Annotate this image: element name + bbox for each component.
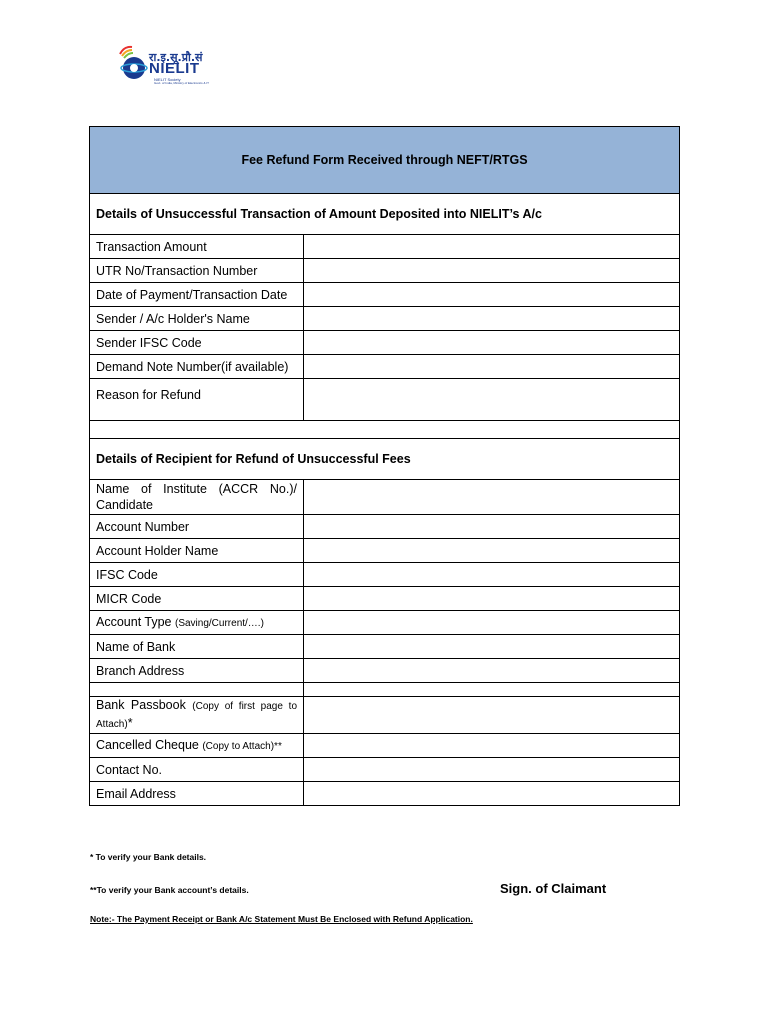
spacer-cell: [90, 683, 304, 697]
field-value-email-address[interactable]: [304, 782, 680, 806]
field-label-micr-code: MICR Code: [90, 587, 304, 611]
section2-heading: Details of Recipient for Refund of Unsuccessful Fees: [90, 439, 680, 480]
form-row: [90, 331, 680, 355]
footnote-bank-details: * To verify your Bank details.: [90, 852, 207, 862]
cancelled-cheque-hint: (Copy to Attach): [202, 740, 275, 752]
refund-form-table: [89, 126, 680, 806]
field-label-demand-note: Demand Note Number(if available): [90, 355, 304, 379]
form-row: [90, 587, 680, 611]
logo-subtitle: NIELIT Society: [154, 77, 181, 82]
field-label-refund-reason: Reason for Refund: [90, 379, 304, 421]
nielit-logo: [116, 44, 210, 86]
form-row: [90, 734, 680, 758]
bank-passbook-label: Bank Passbook: [96, 698, 186, 712]
section1-heading: Details of Unsuccessful Transaction of Amount Deposited into NIELIT’s A/c: [90, 194, 680, 235]
form-row: [90, 355, 680, 379]
field-label-account-number: Account Number: [90, 515, 304, 539]
field-label-transaction-amount: Transaction Amount: [90, 235, 304, 259]
form-row: [90, 235, 680, 259]
spacer-row: [90, 421, 680, 439]
spacer-cell: [304, 683, 680, 697]
field-label-email-address: Email Address: [90, 782, 304, 806]
field-label-ifsc-code: IFSC Code: [90, 563, 304, 587]
field-value-transaction-amount[interactable]: [304, 235, 680, 259]
field-label-account-type: [90, 611, 304, 635]
field-value-account-type[interactable]: [304, 611, 680, 635]
form-title: Fee Refund Form Received through NEFT/RTGS: [90, 127, 680, 194]
field-label-branch-address: Branch Address: [90, 659, 304, 683]
account-type-label: Account Type: [96, 614, 172, 629]
field-label-sender-name: Sender / A/c Holder's Name: [90, 307, 304, 331]
form-row: [90, 379, 680, 421]
field-label-account-holder: Account Holder Name: [90, 539, 304, 563]
field-label-bank-name: Name of Bank: [90, 635, 304, 659]
field-value-ifsc-code[interactable]: [304, 563, 680, 587]
form-row: [90, 611, 680, 635]
field-value-bank-passbook[interactable]: [304, 697, 680, 734]
field-value-refund-reason[interactable]: [304, 379, 680, 421]
field-value-micr-code[interactable]: [304, 587, 680, 611]
cancelled-cheque-label: Cancelled Cheque: [96, 737, 199, 752]
cancelled-cheque-footnote-mark: **: [274, 740, 282, 752]
logo-hindi-text: रा.इ.सू.प्रौ.सं: [149, 51, 203, 64]
nielit-globe-icon: [116, 44, 152, 84]
field-value-contact-no[interactable]: [304, 758, 680, 782]
footnote-bank-account-details: **To verify your Bank account’s details.: [90, 885, 249, 895]
field-label-utr-number: UTR No/Transaction Number: [90, 259, 304, 283]
logo-org-name: NIELIT: [149, 60, 200, 77]
form-row: [90, 539, 680, 563]
bank-passbook-footnote-mark: *: [127, 716, 133, 730]
field-label-bank-passbook: [90, 697, 304, 734]
field-value-institute-name[interactable]: [304, 480, 680, 515]
form-row: [90, 659, 680, 683]
form-row: [90, 782, 680, 806]
field-label-payment-date: Date of Payment/Transaction Date: [90, 283, 304, 307]
form-row: [90, 758, 680, 782]
form-row: [90, 283, 680, 307]
form-row: [90, 515, 680, 539]
spacer-row: [90, 683, 680, 697]
form-row: [90, 480, 680, 515]
form-row: [90, 697, 680, 734]
enclosure-note: Note:- The Payment Receipt or Bank A/c Statement Must Be Enclosed with Refund Application.: [90, 914, 473, 924]
field-value-payment-date[interactable]: [304, 283, 680, 307]
field-label-institute-name: Name of Institute (ACCR No.)/ Candidate: [90, 480, 304, 515]
field-value-utr-number[interactable]: [304, 259, 680, 283]
field-label-contact-no: Contact No.: [90, 758, 304, 782]
field-value-branch-address[interactable]: [304, 659, 680, 683]
field-label-sender-ifsc: Sender IFSC Code: [90, 331, 304, 355]
field-value-sender-name[interactable]: [304, 307, 680, 331]
field-value-account-number[interactable]: [304, 515, 680, 539]
form-row: [90, 307, 680, 331]
field-value-demand-note[interactable]: [304, 355, 680, 379]
field-value-account-holder[interactable]: [304, 539, 680, 563]
field-label-cancelled-cheque: [90, 734, 304, 758]
form-row: [90, 259, 680, 283]
field-value-cancelled-cheque[interactable]: [304, 734, 680, 758]
form-row: [90, 635, 680, 659]
field-value-bank-name[interactable]: [304, 635, 680, 659]
logo-subtitle-2: Govt. of India, Ministry of Electronics & IT: [154, 81, 210, 85]
spacer-cell: [90, 421, 680, 439]
bank-passbook-hint: (Copy of first page to Attach): [96, 701, 298, 730]
form-row: [90, 563, 680, 587]
signature-label: Sign. of Claimant: [500, 881, 607, 896]
field-value-sender-ifsc[interactable]: [304, 331, 680, 355]
account-type-hint: (Saving/Current/….): [175, 617, 264, 629]
